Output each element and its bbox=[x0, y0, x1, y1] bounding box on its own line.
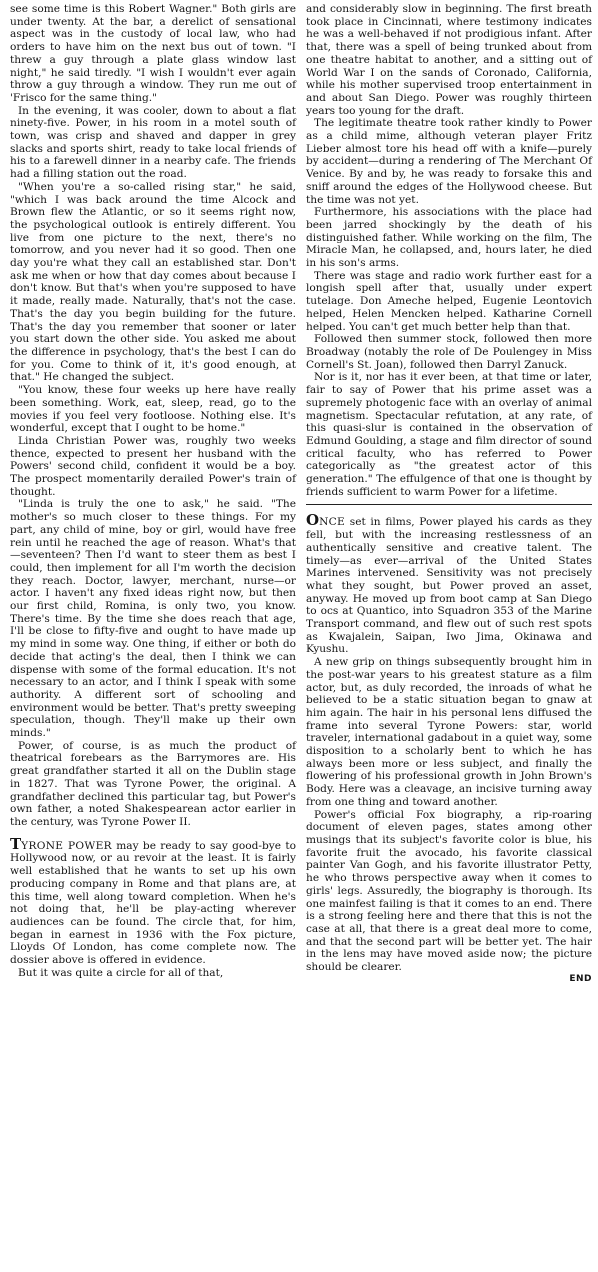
paragraph: see some time is this Robert Wagner." Both girls are under twenty. At the bar, a derelict of sensational aspect was in the custody of local law, who had orders to have him on the next bus out of town. "I threw a guy through a plate glass window last night," he said tiredly. "I wish I wouldn't ever again throw a guy through a window. They run me out of 'Frisco for the same thing." bbox=[10, 3, 296, 104]
paragraph: "Linda is truly the one to ask," he said. "The mother's so much closer to these things. For my part, any child of mine, boy or girl, would have free rein until he reached the age of reason. What's that—seventeen? Then I'd want to steer them as best I could, then implement for all I'm worth the decision they reach. Doctor, lawyer, merchant, nurse—or actor. I haven't any fixed ideas right now, but then our first child, Romina, is only two, you know. There's time. By the time she does reach that age, I'll be close to fifty-five and ought to have made up my mind in some way. One thing, if either or both do decide that acting's the deal, then I think we can dispense with some of the formal education. It's not necessary to an actor, and I think I speak with some authority. A different sort of schooling and environment would be better. That's pretty sweeping speculation, though. They'll make up their own minds." bbox=[10, 498, 296, 740]
paragraph: Followed then summer stock, followed then more Broadway (notably the role of De Poulengey in Miss Cornell's St. Joan), followed then Darryl Zanuck. bbox=[306, 333, 592, 371]
paragraph: Linda Christian Power was, roughly two weeks thence, expected to present her husband with the Powers' second child, confident it would be a boy. The prospect momentarily derailed Power's train of thought. bbox=[10, 434, 296, 498]
lead-smallcaps: NCE bbox=[319, 516, 346, 529]
paragraph: In the evening, it was cooler, down to about a flat ninety-five. Power, in his room in a motel south of town, was crisp and shaved and dapper in grey slacks and sports shirt, ready to take local friends of his to a farewell dinner in a nearby cafe. The friends had a filling station out the road. bbox=[10, 104, 296, 181]
paragraph: Power, of course, is as much the product of theatrical forebears as the Barrymores are. His great grandfather started it all on the Dublin stage in 1827. That was Tyrone Power, the original. A grandfather declined this particular tag, but Power's own father, a noted Shakespearean actor earlier in the century, was Tyrone Power II. bbox=[10, 739, 296, 828]
paragraph: But it was quite a circle for all of that, bbox=[18, 966, 224, 979]
paragraph: Power's official Fox biography, a rip-roaring document of eleven pages, states among other musings that its subject's favorite color is blue, his favorite fruit the avocado, his favorite classical painter Van Gogh, and his favorite illustrator Petty, he who throws perspective away when it comes to girls' legs. Assuredly, the biography is thorough. Its one mainfest failing is that it comes to an end. There is a strong feeling here and there that this is not the case at all, that there is a great deal more to come, and that the second part will be better yet. The hair in the lens may have moved aside now; the picture should be clearer. bbox=[306, 808, 592, 974]
lead-body: set in films, Power played his cards as they fell, but with the increasing restlessness of an authentically sensitive and creative talent. The timely—as ever—arrival of the United States Marines intervened. Sensitivity was not precisely what they sought, but Power proved an asset, anyway. He moved up from boot camp at San Diego to ocs at Quantico, into Squadron 353 of the Marine Transport command, and flew out of such rest spots as Kwajalein, Saipan, Iwo Jima, Okinawa and Kyushu. bbox=[306, 516, 592, 656]
paragraph: The legitimate theatre took rather kindly to Power as a child mime, although veteran player Fritz Lieber almost tore his head off with a knife—purely by accident—during a rendering of The Merchant Of Venice. By and by, he was ready to forsake this and sniff around the edges of the Hollywood cheese. But the time was not yet. bbox=[306, 117, 592, 206]
paragraph: Furthermore, his associations with the place had been jarred shockingly by the death of his distinguished father. While working on the film, The Miracle Man, he collapsed, and, hours later, he died in his son's arms. bbox=[306, 206, 592, 270]
section-lead-paragraph bbox=[10, 834, 296, 967]
drop-cap: O bbox=[306, 511, 320, 530]
left-column bbox=[10, 3, 296, 1272]
end-mark: END bbox=[569, 973, 592, 984]
paragraph: There was stage and radio work further east for a longish spell after that, usually under expert tutelage. Don Ameche helped, Eugenie Leontovich helped, Helen Mencken helped. Katharine Cornell helped. You can't get much better help than that. bbox=[306, 269, 592, 333]
lead-body: may be ready to say good-bye to Hollywood now, or au revoir at the least. It is fairly well established that he wants to set up his own producing company in Rome and that plans are, at this time, well along toward completion. When he's not doing that, he'll be play-acting wherever audiences can be found. The circle that, for him, began in earnest in 1936 with the Fox picture, Lloyds Of London, has come complete now. The dossier above is offered in evidence. bbox=[10, 839, 296, 967]
paragraph: "You know, these four weeks up here have really been something. Work, eat, sleep, read, go to the movies if you feel very footloose. Nothing else. It's wonderful, except that I ought to be home." bbox=[10, 384, 296, 435]
paragraph: A new grip on things subsequently brought him in the post-war years to his greatest stature as a film actor, but, as duly recorded, the inroads of what he believed to be a static situation began to gnaw at him again. The hair in his personal lens diffused the frame into several Tyrone Powers: star, world traveler, international gadabout in a quiet way, some disposition to a scholarly bent to which he has always been more or less subject, and finally the flowering of his professional growth in John Brown's Body. Here was a cleavage, an incisive turning away from one thing and toward another. bbox=[306, 656, 592, 808]
right-column bbox=[306, 3, 592, 1272]
section-lead-paragraph bbox=[306, 513, 592, 656]
paragraph: "When you're a so-called rising star," he said, "which I was back around the time Alcock and Brown flew the Atlantic, or so it seems right now, the psychological outlook is entirely different. You live from one picture to the next, there's no tomorrow, and you never had it so good. Then one day you're what they call an established star. Don't ask me when or how that day comes about because I don't know. But that's when you're supposed to have it made, really made. Naturally, that's not the case. That's the day you begin building for the future. That's the day you remember that sooner or later you start down the other side. You asked me about the difference in psychology, that's the best I can do for you. Come to think of it, it's good enough, at that." He changed the subject. bbox=[10, 180, 296, 384]
lead-smallcaps: YRONE POWER bbox=[21, 839, 112, 852]
section-divider bbox=[306, 504, 592, 505]
paragraph: and considerably slow in beginning. The first breath took place in Cincinnati, where testimony indicates he was a well-behaved if not prodigious infant. After that, there was a spell of being trunked about from one theatre habitat to another, and a sitting out of World War I on the sands of Coronado, California, while his mother supervised troop entertainment in and about San Diego. Power was roughly thirteen years too young for the draft. bbox=[306, 3, 592, 117]
paragraph: Nor is it, nor has it ever been, at that time or later, fair to say of Power that his prime asset was a supremely photogenic face with an overlay of animal magnetism. Spectacular refutation, at any rate, of this quasi-slur is contained in the observation of Edmund Goulding, a stage and film director of sound critical faculty, who has referred to Power categorically as "the greatest actor of this generation." The effulgence of that one is thought by friends sufficient to warm Power for a lifetime. bbox=[306, 371, 592, 498]
drop-cap: T bbox=[10, 834, 22, 853]
